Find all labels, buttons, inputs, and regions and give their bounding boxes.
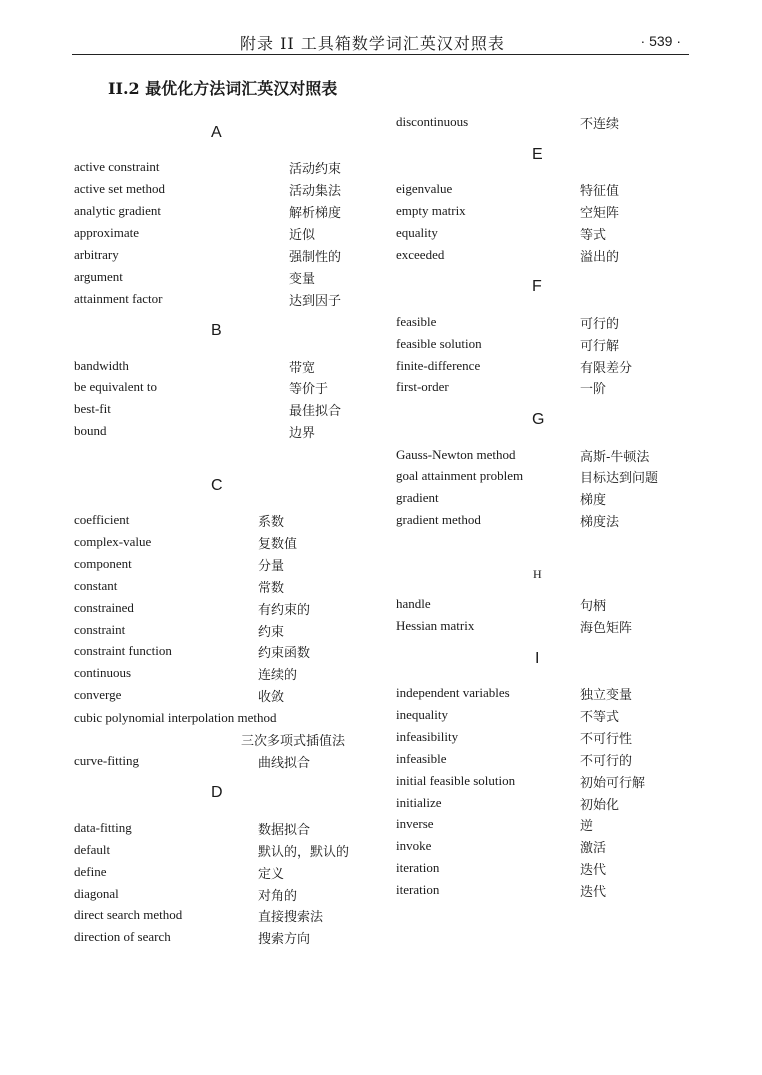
term-english: direct search method <box>74 907 183 922</box>
section-title: II.2 最优化方法词汇英汉对照表 <box>108 79 338 98</box>
term-chinese: 初始化 <box>580 798 620 813</box>
term-english: argument <box>74 269 123 284</box>
term-chinese: 复数值 <box>258 537 298 552</box>
term-english: define <box>74 864 107 879</box>
term-chinese: 逆 <box>580 819 594 834</box>
term-chinese: 常数 <box>258 581 285 596</box>
term-english: complex-value <box>74 534 152 549</box>
term-english: equality <box>396 225 438 240</box>
term-english: direction of search <box>74 929 171 944</box>
page-number: · 539 · <box>640 33 681 49</box>
term-english: diagonal <box>74 886 119 901</box>
page-header <box>72 30 689 55</box>
term-chinese: 分量 <box>258 559 285 574</box>
term-english: eigenvalue <box>396 181 453 196</box>
term-english: constraint function <box>74 643 172 658</box>
term-english: Gauss-Newton method <box>396 447 516 462</box>
term-english: goal attainment problem <box>396 468 524 483</box>
term-chinese: 可行解 <box>580 339 620 354</box>
term-english: independent variables <box>396 685 510 700</box>
term-chinese: 定义 <box>258 867 285 882</box>
term-english: feasible solution <box>396 336 482 351</box>
term-english: gradient <box>396 490 439 505</box>
term-english: initialize <box>396 795 442 810</box>
term-chinese: 不连续 <box>580 117 620 132</box>
term-chinese: 梯度 <box>580 493 607 508</box>
term-english: be equivalent to <box>74 379 158 394</box>
term-english: Hessian matrix <box>396 618 475 633</box>
term-english: converge <box>74 687 122 702</box>
term-chinese: 空矩阵 <box>580 206 620 221</box>
term-chinese: 不等式 <box>580 710 620 725</box>
term-chinese: 海色矩阵 <box>580 621 633 636</box>
term-chinese: 活动集法 <box>289 184 342 199</box>
term-chinese: 约束 <box>258 625 285 640</box>
term-chinese: 迭代 <box>580 863 607 878</box>
term-english: default <box>74 842 111 857</box>
term-english: active set method <box>74 181 165 196</box>
term-chinese: 近似 <box>289 228 316 243</box>
term-english: invoke <box>396 838 432 853</box>
term-english: infeasible <box>396 751 447 766</box>
term-chinese: 达到因子 <box>289 294 342 309</box>
term-chinese: 有约束的 <box>258 603 311 618</box>
term-english: empty matrix <box>396 203 466 218</box>
term-chinese: 搜索方向 <box>258 932 311 947</box>
term-chinese: 系数 <box>258 515 285 530</box>
term-chinese: 数据拟合 <box>258 823 311 838</box>
term-english: bandwidth <box>74 358 129 373</box>
letter-heading-h: H <box>533 567 542 581</box>
term-chinese: 强制性的 <box>289 250 342 265</box>
term-english: best-fit <box>74 401 111 416</box>
term-chinese: 默认的，默认的 <box>258 845 350 860</box>
term-chinese: 变量 <box>289 272 316 287</box>
letter-heading-g: G <box>532 411 545 428</box>
letter-heading-a: A <box>211 124 222 141</box>
term-chinese: 独立变量 <box>580 688 633 703</box>
running-title: 附录 II 工具箱数学词汇英汉对照表 <box>240 34 505 53</box>
term-chinese: 连续的 <box>258 668 298 683</box>
term-chinese: 解析梯度 <box>289 206 342 221</box>
term-english: curve-fitting <box>74 753 139 768</box>
term-chinese: 约束函数 <box>258 646 311 661</box>
term-english: continuous <box>74 665 132 680</box>
term-chinese: 迭代 <box>580 885 607 900</box>
term-chinese: 收敛 <box>258 690 285 705</box>
term-chinese: 带宽 <box>289 361 316 376</box>
term-english: approximate <box>74 225 139 240</box>
term-english: feasible <box>396 314 437 329</box>
term-english: bound <box>74 423 107 438</box>
term-english: discontinuous <box>396 114 469 129</box>
term-chinese: 三次多项式插值法 <box>241 734 346 749</box>
term-english: attainment factor <box>74 291 163 306</box>
term-chinese: 梯度法 <box>580 515 620 530</box>
term-chinese: 一阶 <box>580 382 607 397</box>
term-english: constrained <box>74 600 134 615</box>
term-chinese: 活动约束 <box>289 162 342 177</box>
term-english: active constraint <box>74 159 160 174</box>
term-chinese: 对角的 <box>258 889 298 904</box>
term-chinese: 可行的 <box>580 317 620 332</box>
term-chinese: 直接搜索法 <box>258 910 324 925</box>
term-chinese: 最佳拟合 <box>289 404 342 419</box>
term-chinese: 特征值 <box>580 184 620 199</box>
term-chinese: 等价于 <box>289 382 329 397</box>
term-chinese: 目标达到问题 <box>580 471 659 486</box>
letter-heading-i: I <box>535 650 540 667</box>
term-english: iteration <box>396 882 440 897</box>
term-chinese: 激活 <box>580 841 607 856</box>
term-chinese: 曲线拟合 <box>258 756 311 771</box>
term-english: inverse <box>396 816 434 831</box>
term-english: constraint <box>74 622 126 637</box>
term-chinese: 句柄 <box>580 599 607 614</box>
term-english: initial feasible solution <box>396 773 516 788</box>
letter-heading-f: F <box>532 278 542 295</box>
term-chinese: 高斯-牛顿法 <box>580 450 650 465</box>
letter-heading-e: E <box>532 146 543 163</box>
term-chinese: 初始可行解 <box>580 776 646 791</box>
term-english: handle <box>396 596 431 611</box>
term-english: gradient method <box>396 512 481 527</box>
term-english: cubic polynomial interpolation method <box>74 710 277 725</box>
term-english: inequality <box>396 707 448 722</box>
letter-heading-b: B <box>211 322 222 339</box>
term-chinese: 边界 <box>289 426 316 441</box>
letter-heading-c: C <box>211 477 223 494</box>
term-english: infeasibility <box>396 729 459 744</box>
term-english: arbitrary <box>74 247 119 262</box>
term-english: exceeded <box>396 247 445 262</box>
term-chinese: 溢出的 <box>580 250 620 265</box>
term-english: coefficient <box>74 512 130 527</box>
term-english: iteration <box>396 860 440 875</box>
term-english: data-fitting <box>74 820 132 835</box>
letter-heading-d: D <box>211 784 223 801</box>
term-chinese: 不可行性 <box>580 732 633 747</box>
term-chinese: 不可行的 <box>580 754 633 769</box>
term-english: constant <box>74 578 118 593</box>
term-english: component <box>74 556 132 571</box>
term-english: finite-difference <box>396 358 481 373</box>
term-chinese: 等式 <box>580 228 607 243</box>
term-english: analytic gradient <box>74 203 161 218</box>
term-english: first-order <box>396 379 449 394</box>
term-chinese: 有限差分 <box>580 361 633 376</box>
